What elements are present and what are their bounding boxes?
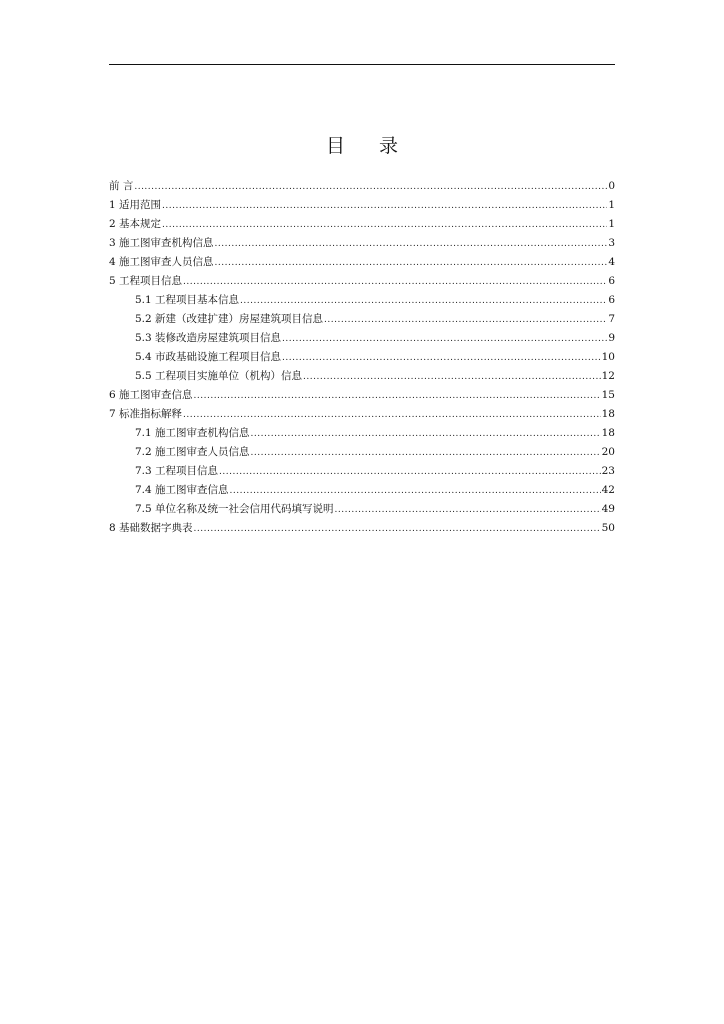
toc-entry-page: 50: [601, 522, 615, 534]
dot-leader: [183, 406, 601, 425]
dot-leader: [162, 197, 607, 216]
toc-entry-label: 7.1 施工图审查机构信息: [135, 427, 250, 439]
toc-entry[interactable]: [109, 215, 615, 234]
toc-entry-page: 42: [601, 484, 615, 496]
toc-subentry[interactable]: [109, 367, 615, 386]
dot-leader: [335, 501, 601, 520]
dot-leader: [134, 178, 607, 197]
toc-entry-page: 6: [608, 275, 615, 287]
toc-entry-label: 7 标准指标解释: [109, 408, 183, 420]
toc-entry[interactable]: [109, 234, 615, 253]
toc-entry-label: 2 基本规定: [109, 218, 162, 230]
dot-leader: [183, 273, 607, 292]
dot-leader: [240, 292, 607, 311]
toc-entry-page: 0: [608, 180, 615, 192]
toc-entry-label: 5.2 新建（改建扩建）房屋建筑项目信息: [135, 313, 324, 325]
toc-entry[interactable]: [109, 177, 615, 196]
toc-entry-page: 9: [608, 332, 615, 344]
dot-leader: [215, 254, 608, 273]
toc-entry-label: 3 施工图审查机构信息: [109, 237, 214, 249]
toc-entry[interactable]: [109, 405, 615, 424]
toc-subentry[interactable]: [109, 310, 615, 329]
toc-entry-page: 12: [601, 370, 615, 382]
toc-entry-label: 7.3 工程项目信息: [135, 465, 219, 477]
dot-leader: [251, 425, 601, 444]
toc-entry-label: 前 言: [109, 180, 134, 192]
toc-entry-page: 10: [601, 351, 615, 363]
toc-entry-label: 5 工程项目信息: [109, 275, 183, 287]
dot-leader: [194, 520, 601, 539]
toc-subentry[interactable]: [109, 329, 615, 348]
toc-entry-page: 49: [601, 503, 615, 515]
toc-subentry[interactable]: [109, 481, 615, 500]
toc-entry-page: 15: [601, 389, 615, 401]
dot-leader: [230, 482, 601, 501]
table-of-contents: [109, 177, 615, 538]
header-rule: [109, 64, 615, 65]
toc-entry-label: 7.5 单位名称及统一社会信用代码填写说明: [135, 503, 334, 515]
dot-leader: [162, 216, 607, 235]
toc-entry-page: 7: [608, 313, 615, 325]
toc-entry-label: 7.4 施工图审查信息: [135, 484, 229, 496]
toc-entry-label: 5.3 装修改造房屋建筑项目信息: [135, 332, 282, 344]
toc-title: 目 录: [325, 134, 413, 157]
toc-entry[interactable]: [109, 519, 615, 538]
toc-entry-page: 6: [608, 294, 615, 306]
toc-entry[interactable]: [109, 253, 615, 272]
toc-subentry[interactable]: [109, 443, 615, 462]
dot-leader: [215, 235, 608, 254]
toc-entry-page: 23: [601, 465, 615, 477]
toc-entry-page: 18: [601, 408, 615, 420]
dot-leader: [324, 311, 607, 330]
toc-entry[interactable]: [109, 272, 615, 291]
dot-leader: [282, 349, 601, 368]
toc-subentry[interactable]: [109, 500, 615, 519]
toc-subentry[interactable]: [109, 424, 615, 443]
toc-entry-page: 18: [601, 427, 615, 439]
toc-entry-label: 1 适用范围: [109, 199, 162, 211]
dot-leader: [194, 387, 601, 406]
toc-entry-page: 4: [608, 256, 615, 268]
dot-leader: [303, 368, 601, 387]
toc-entry[interactable]: [109, 196, 615, 215]
toc-entry-label: 5.5 工程项目实施单位（机构）信息: [135, 370, 303, 382]
toc-entry-label: 7.2 施工图审查人员信息: [135, 446, 250, 458]
toc-entry-page: 3: [608, 237, 615, 249]
toc-entry-label: 8 基础数据字典表: [109, 522, 193, 534]
toc-subentry[interactable]: [109, 348, 615, 367]
dot-leader: [282, 330, 607, 349]
toc-subentry[interactable]: [109, 291, 615, 310]
toc-subentry[interactable]: [109, 462, 615, 481]
toc-entry-label: 5.4 市政基础设施工程项目信息: [135, 351, 282, 363]
toc-entry-page: 1: [608, 199, 615, 211]
toc-entry[interactable]: [109, 386, 615, 405]
toc-entry-label: 5.1 工程项目基本信息: [135, 294, 240, 306]
dot-leader: [219, 463, 601, 482]
dot-leader: [251, 444, 601, 463]
toc-entry-label: 4 施工图审查人员信息: [109, 256, 214, 268]
toc-entry-page: 1: [608, 218, 615, 230]
toc-entry-label: 6 施工图审查信息: [109, 389, 193, 401]
toc-entry-page: 20: [601, 446, 615, 458]
